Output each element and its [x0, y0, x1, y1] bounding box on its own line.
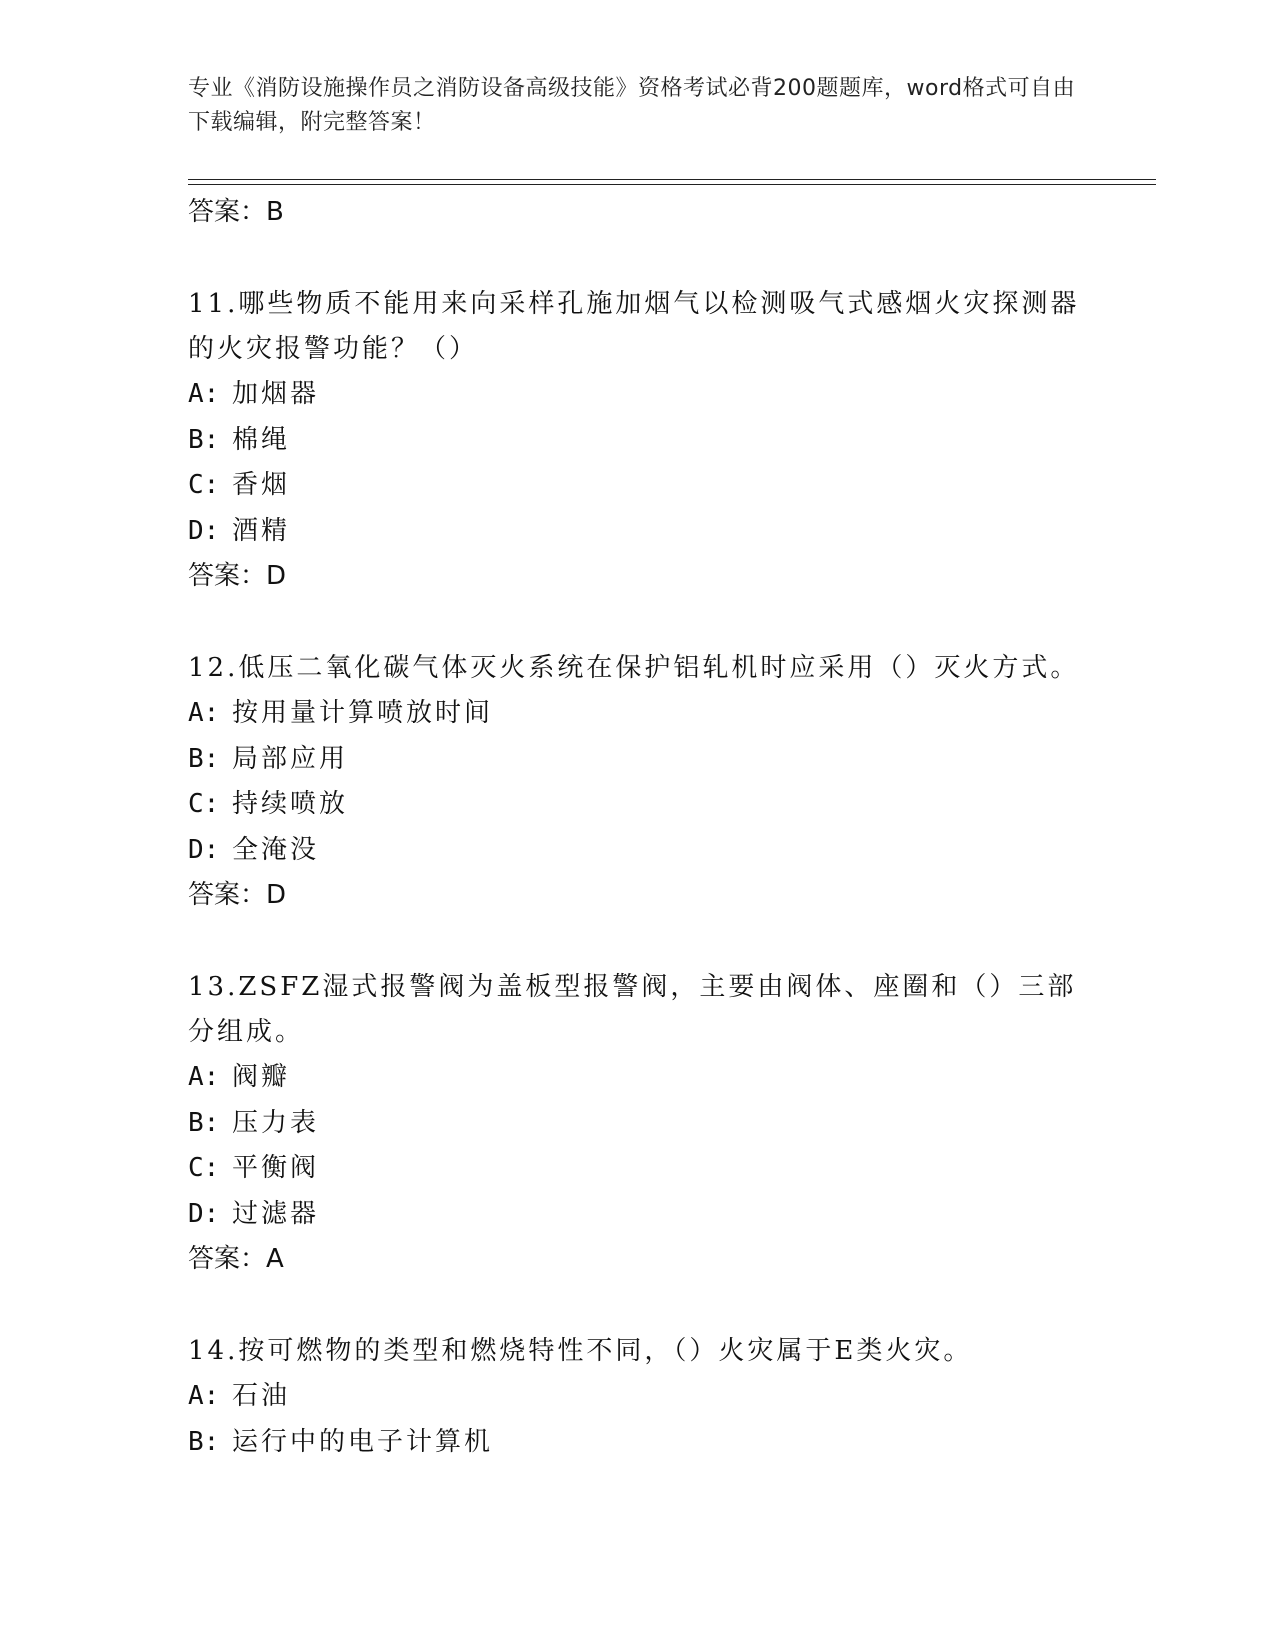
answer-line — [188, 1237, 1088, 1281]
answer-line — [188, 554, 1088, 598]
option-c — [188, 463, 1088, 509]
answer-value: B — [266, 197, 284, 227]
option-text: 局部应用 — [232, 743, 349, 774]
option-letter: A: — [188, 1381, 220, 1411]
question-stem: 12.低压二氧化碳气体灭火系统在保护铝轧机时应采用（）灭火方式。 — [188, 653, 1080, 683]
answer-label: 答案： — [188, 561, 267, 591]
option-letter: B: — [188, 743, 220, 774]
option-d — [188, 509, 1088, 555]
header-divider — [188, 179, 1156, 185]
option-a — [188, 1374, 1088, 1420]
option-b — [188, 1101, 1088, 1147]
option-letter: A: — [188, 379, 220, 409]
option-a — [188, 1055, 1088, 1101]
answer-value: A — [266, 1244, 284, 1274]
question-block — [188, 1329, 1088, 1465]
answer-label: 答案： — [188, 880, 267, 910]
option-a — [188, 691, 1088, 737]
answer-label: 答案： — [188, 1244, 267, 1274]
option-text: 全淹没 — [232, 834, 320, 865]
option-a — [188, 372, 1088, 418]
option-text: 压力表 — [232, 1107, 320, 1138]
option-c — [188, 782, 1088, 828]
option-text: 石油 — [232, 1381, 291, 1411]
answer-line — [188, 873, 1088, 917]
option-text: 阀瓣 — [232, 1062, 291, 1092]
header-title: 专业《消防设施操作员之消防设备高级技能》资格考试必背200题题库，word格式可自由下载编辑，附完整答案！ — [188, 76, 1076, 135]
question-stem: 11.哪些物质不能用来向采样孔施加烟气以检测吸气式感烟火灾探测器的火灾报警功能？（） — [188, 289, 1080, 364]
page-header — [188, 72, 1078, 140]
answer-line — [188, 190, 1088, 234]
answer-value: D — [266, 880, 287, 910]
option-letter: A: — [188, 698, 220, 728]
option-letter: C: — [188, 789, 220, 819]
option-text: 香烟 — [232, 470, 291, 500]
option-letter: A: — [188, 1062, 220, 1092]
option-letter: C: — [188, 1153, 220, 1183]
option-d — [188, 1192, 1088, 1238]
option-text: 棉绳 — [232, 424, 291, 455]
option-text: 平衡阀 — [232, 1153, 320, 1183]
option-letter: B: — [188, 1426, 220, 1457]
question-block — [188, 282, 1088, 598]
option-text: 运行中的电子计算机 — [232, 1426, 494, 1457]
answer-label: 答案： — [188, 197, 267, 227]
option-d — [188, 828, 1088, 874]
option-letter: B: — [188, 1107, 220, 1138]
question-block — [188, 646, 1088, 917]
option-letter: C: — [188, 470, 220, 500]
question-list — [188, 190, 1088, 1465]
option-letter: B: — [188, 424, 220, 455]
question-stem: 13.ZSFZ湿式报警阀为盖板型报警阀，主要由阀体、座圈和（）三部分组成。 — [188, 972, 1077, 1047]
option-text: 酒精 — [232, 515, 291, 546]
option-b — [188, 1420, 1088, 1466]
option-b — [188, 418, 1088, 464]
question-block — [188, 965, 1088, 1281]
option-text: 持续喷放 — [232, 789, 349, 819]
question-stem: 14.按可燃物的类型和燃烧特性不同，（）火灾属于E类火灾。 — [188, 1336, 973, 1366]
option-letter: D: — [188, 515, 220, 546]
option-letter: D: — [188, 1198, 220, 1229]
option-text: 过滤器 — [232, 1198, 320, 1229]
option-b — [188, 737, 1088, 783]
option-c — [188, 1146, 1088, 1192]
option-letter: D: — [188, 834, 220, 865]
answer-value: D — [266, 561, 287, 591]
option-text: 按用量计算喷放时间 — [232, 698, 494, 728]
option-text: 加烟器 — [232, 379, 320, 409]
